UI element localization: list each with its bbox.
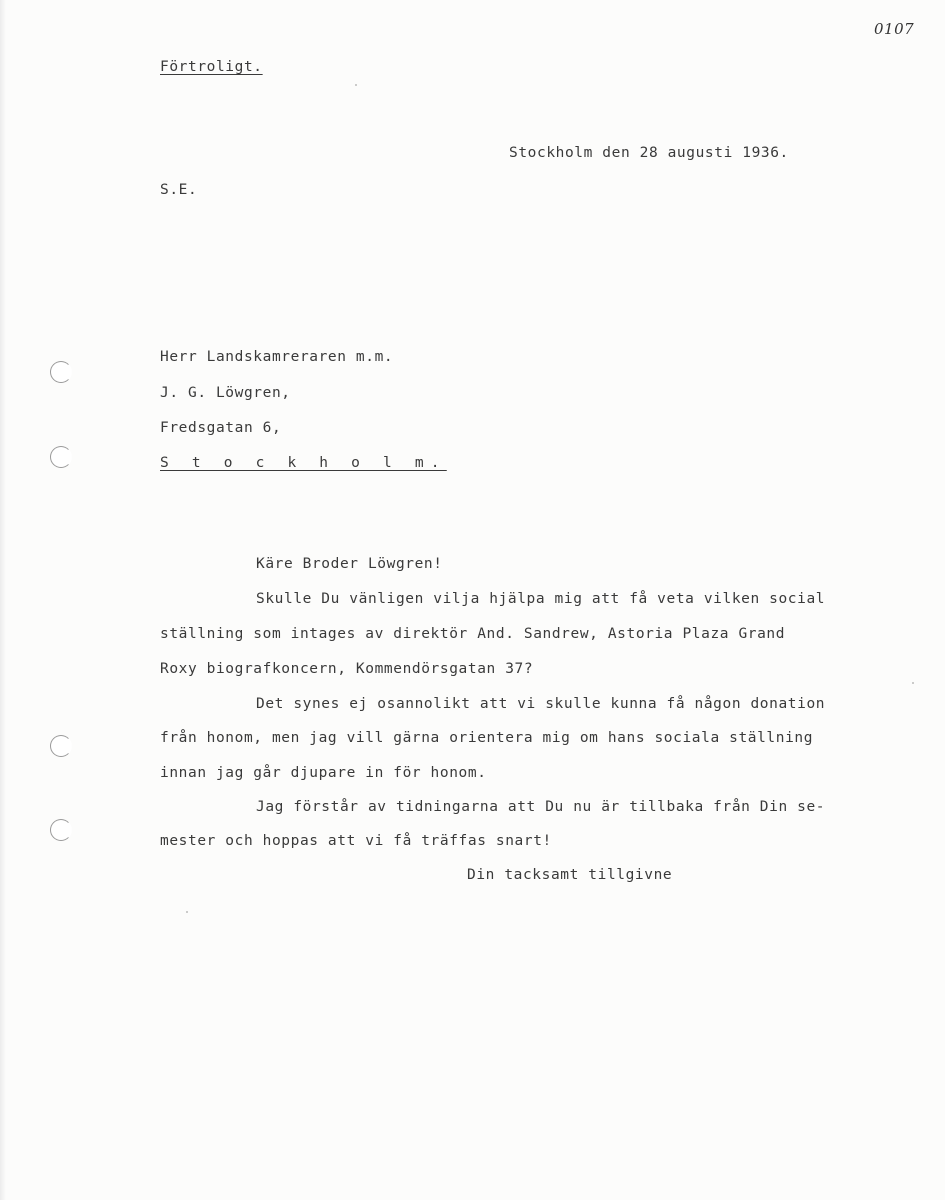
body-line-1: Skulle Du vänligen vilja hjälpa mig att få veta vilken social	[256, 591, 826, 607]
paper-speck	[186, 911, 188, 913]
paper-speck	[355, 84, 357, 86]
paper-speck	[912, 682, 914, 684]
recipient-street: Fredsgatan 6,	[160, 420, 282, 436]
punch-hole	[50, 446, 72, 468]
punch-hole	[50, 361, 72, 383]
classification-heading: Förtroligt.	[160, 59, 263, 75]
recipient-title: Herr Landskamreraren m.m.	[160, 349, 394, 365]
recipient-name: J. G. Löwgren,	[160, 385, 291, 401]
place-date-line: Stockholm den 28 augusti 1936.	[509, 145, 789, 161]
body-line-4: Det synes ej osannolikt att vi skulle kunna få någon donation	[256, 696, 826, 712]
salutation: Käre Broder Löwgren!	[256, 556, 443, 572]
body-line-6: innan jag går djupare in för honom.	[160, 765, 487, 781]
punch-hole	[50, 735, 72, 757]
body-line-5: från honom, men jag vill gärna orientera mig om hans sociala ställning	[160, 730, 814, 746]
body-line-8: mester och hoppas att vi få träffas snart!	[160, 833, 552, 849]
page-edge-shadow	[0, 0, 6, 1200]
recipient-city: S t o c k h o l m.	[160, 455, 447, 471]
punch-hole	[50, 819, 72, 841]
sender-reference: S.E.	[160, 182, 198, 198]
page-number: 0107	[874, 20, 915, 38]
body-line-7: Jag förstår av tidningarna att Du nu är tillbaka från Din se-	[256, 799, 826, 815]
closing-line: Din tacksamt tillgivne	[467, 867, 673, 883]
body-line-3: Roxy biografkoncern, Kommendörsgatan 37?	[160, 661, 534, 677]
body-line-2: ställning som intages av direktör And. Sandrew, Astoria Plaza Grand	[160, 626, 786, 642]
